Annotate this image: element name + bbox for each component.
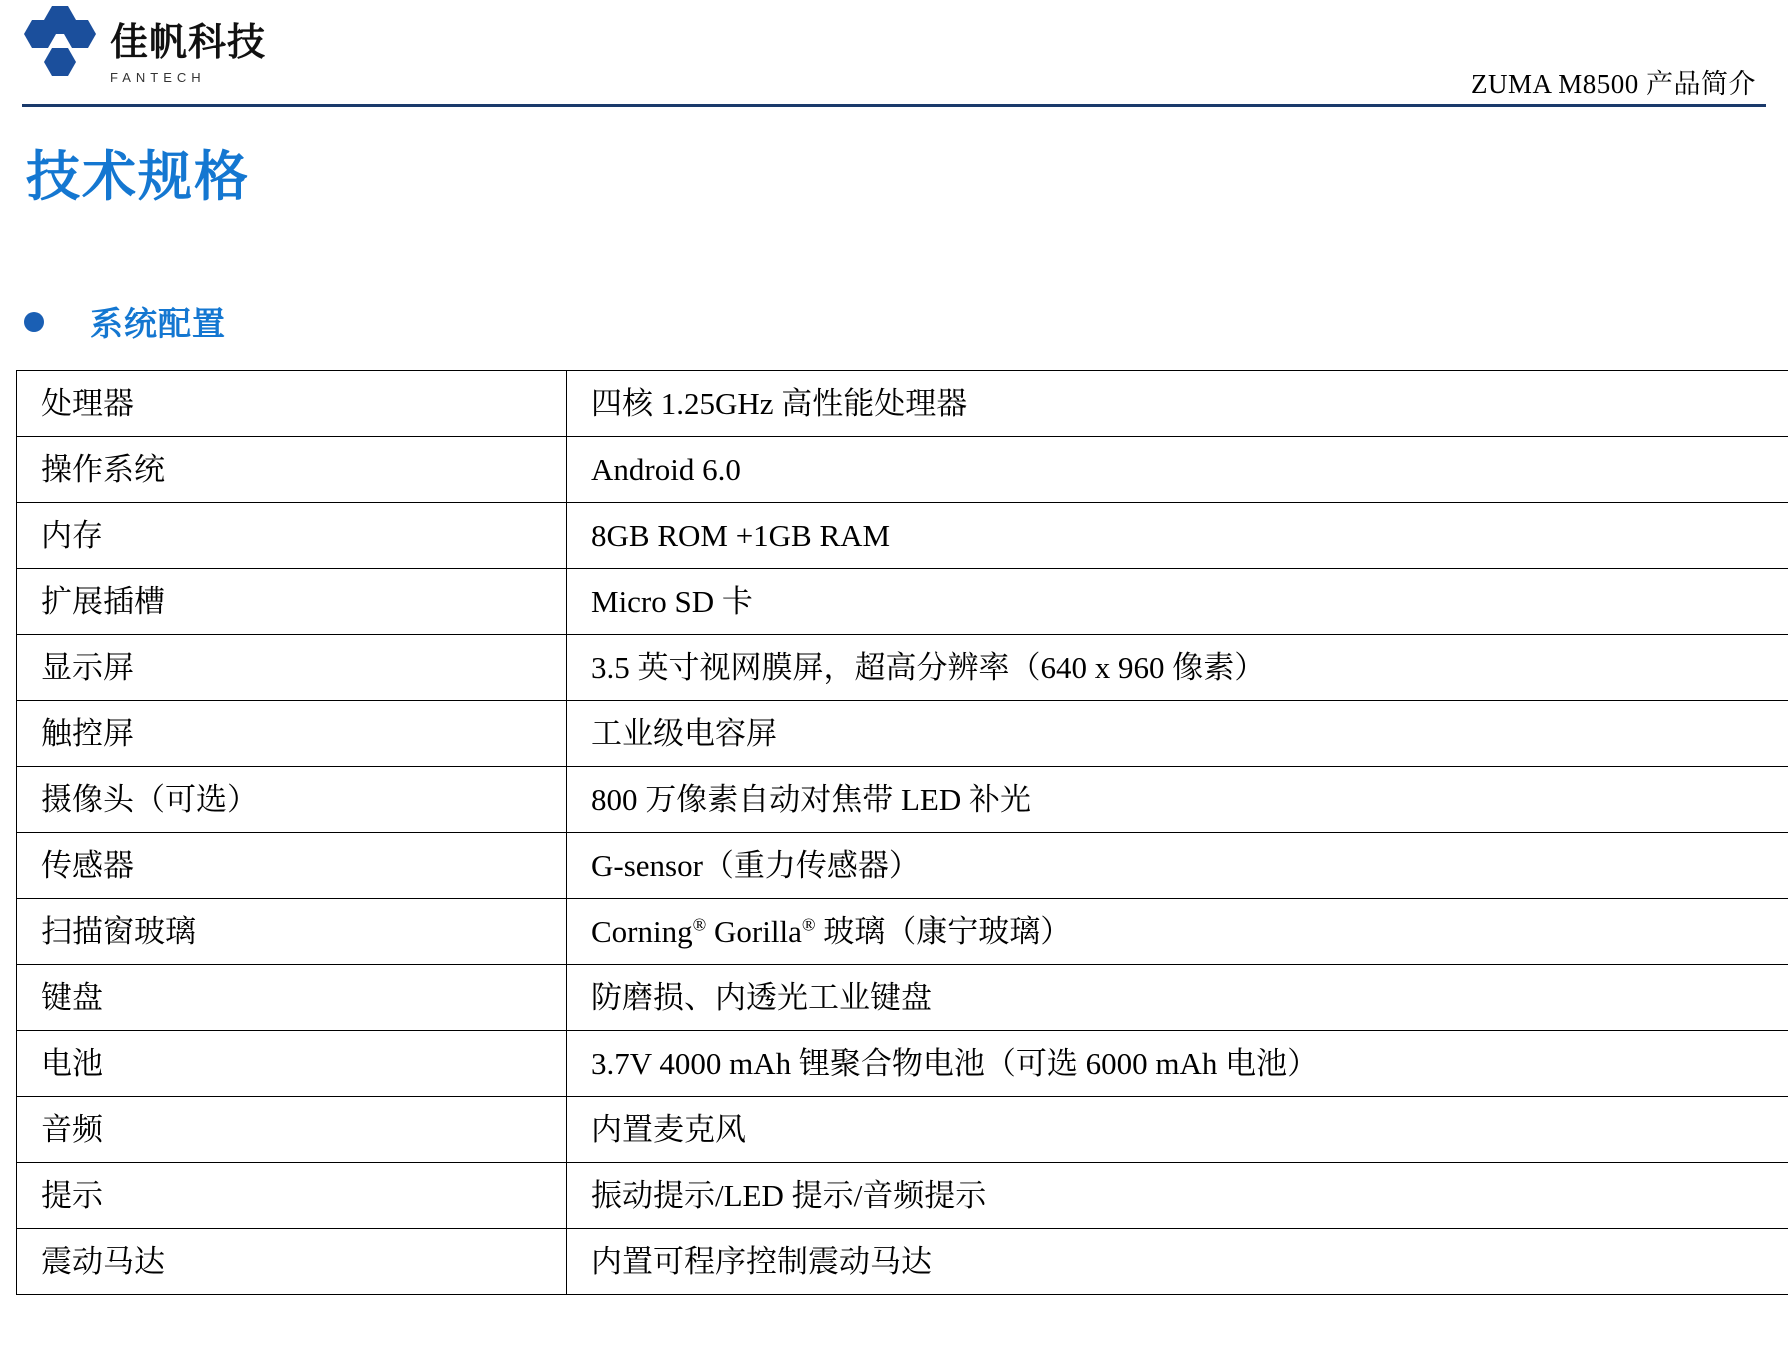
spec-key: 键盘 bbox=[17, 965, 567, 1031]
spec-value: 工业级电容屏 bbox=[567, 701, 1788, 767]
spec-value: 3.5 英寸视网膜屏，超高分辨率（640 x 960 像素） bbox=[567, 635, 1788, 701]
spec-key: 内存 bbox=[17, 503, 567, 569]
brand-logo bbox=[22, 4, 266, 84]
spec-value: Android 6.0 bbox=[567, 437, 1788, 503]
spec-key: 音频 bbox=[17, 1097, 567, 1163]
header-product-label: ZUMA M8500 产品简介 bbox=[1470, 69, 1756, 99]
spec-key: 扩展插槽 bbox=[17, 569, 567, 635]
spec-key: 震动马达 bbox=[17, 1229, 567, 1295]
glass-value-suffix: 玻璃（康宁玻璃） bbox=[815, 913, 1072, 949]
table-row bbox=[17, 1229, 1788, 1295]
spec-value: 8GB ROM +1GB RAM bbox=[567, 503, 1788, 569]
page-title: 技术规格 bbox=[26, 147, 250, 207]
registered-mark-icon: ® bbox=[692, 914, 707, 935]
bullet-dot-icon bbox=[24, 312, 44, 332]
spec-value: Micro SD 卡 bbox=[567, 569, 1788, 635]
section-heading bbox=[24, 298, 226, 345]
spec-value: G-sensor（重力传感器） bbox=[567, 833, 1788, 899]
spec-value: 800 万像素自动对焦带 LED 补光 bbox=[567, 767, 1788, 833]
header-divider bbox=[22, 104, 1766, 107]
spec-key: 触控屏 bbox=[17, 701, 567, 767]
logo-english-name: FANTECH bbox=[110, 70, 206, 85]
table-row bbox=[17, 899, 1788, 965]
spec-table bbox=[16, 370, 1788, 1295]
spec-value: 振动提示/LED 提示/音频提示 bbox=[567, 1163, 1788, 1229]
spec-key: 摄像头（可选） bbox=[17, 767, 567, 833]
table-row bbox=[17, 767, 1788, 833]
hexagon-cluster-logo-icon bbox=[22, 4, 100, 82]
table-row bbox=[17, 701, 1788, 767]
spec-value-glass bbox=[567, 899, 1788, 965]
spec-key: 传感器 bbox=[17, 833, 567, 899]
section-heading-label: 系统配置 bbox=[90, 305, 226, 342]
spec-key: 提示 bbox=[17, 1163, 567, 1229]
spec-key: 操作系统 bbox=[17, 437, 567, 503]
glass-value-gorilla: Gorilla bbox=[706, 913, 802, 949]
spec-value: 3.7V 4000 mAh 锂聚合物电池（可选 6000 mAh 电池） bbox=[567, 1031, 1788, 1097]
table-row bbox=[17, 1031, 1788, 1097]
spec-key: 扫描窗玻璃 bbox=[17, 899, 567, 965]
table-row bbox=[17, 635, 1788, 701]
spec-value: 四核 1.25GHz 高性能处理器 bbox=[567, 371, 1788, 437]
glass-value-corning: Corning bbox=[591, 913, 693, 949]
page-header bbox=[0, 0, 1788, 112]
spec-value: 内置麦克风 bbox=[567, 1097, 1788, 1163]
table-row bbox=[17, 833, 1788, 899]
spec-value: 内置可程序控制震动马达 bbox=[567, 1229, 1788, 1295]
registered-mark-icon: ® bbox=[801, 914, 816, 935]
spec-key: 显示屏 bbox=[17, 635, 567, 701]
spec-key: 电池 bbox=[17, 1031, 567, 1097]
table-row bbox=[17, 1097, 1788, 1163]
table-row bbox=[17, 1163, 1788, 1229]
table-row bbox=[17, 965, 1788, 1031]
table-row bbox=[17, 503, 1788, 569]
spec-key: 处理器 bbox=[17, 371, 567, 437]
table-row bbox=[17, 569, 1788, 635]
spec-table-body bbox=[17, 371, 1788, 1295]
table-row bbox=[17, 371, 1788, 437]
logo-chinese-name: 佳帆科技 bbox=[110, 22, 267, 64]
spec-value: 防磨损、内透光工业键盘 bbox=[567, 965, 1788, 1031]
table-row bbox=[17, 437, 1788, 503]
